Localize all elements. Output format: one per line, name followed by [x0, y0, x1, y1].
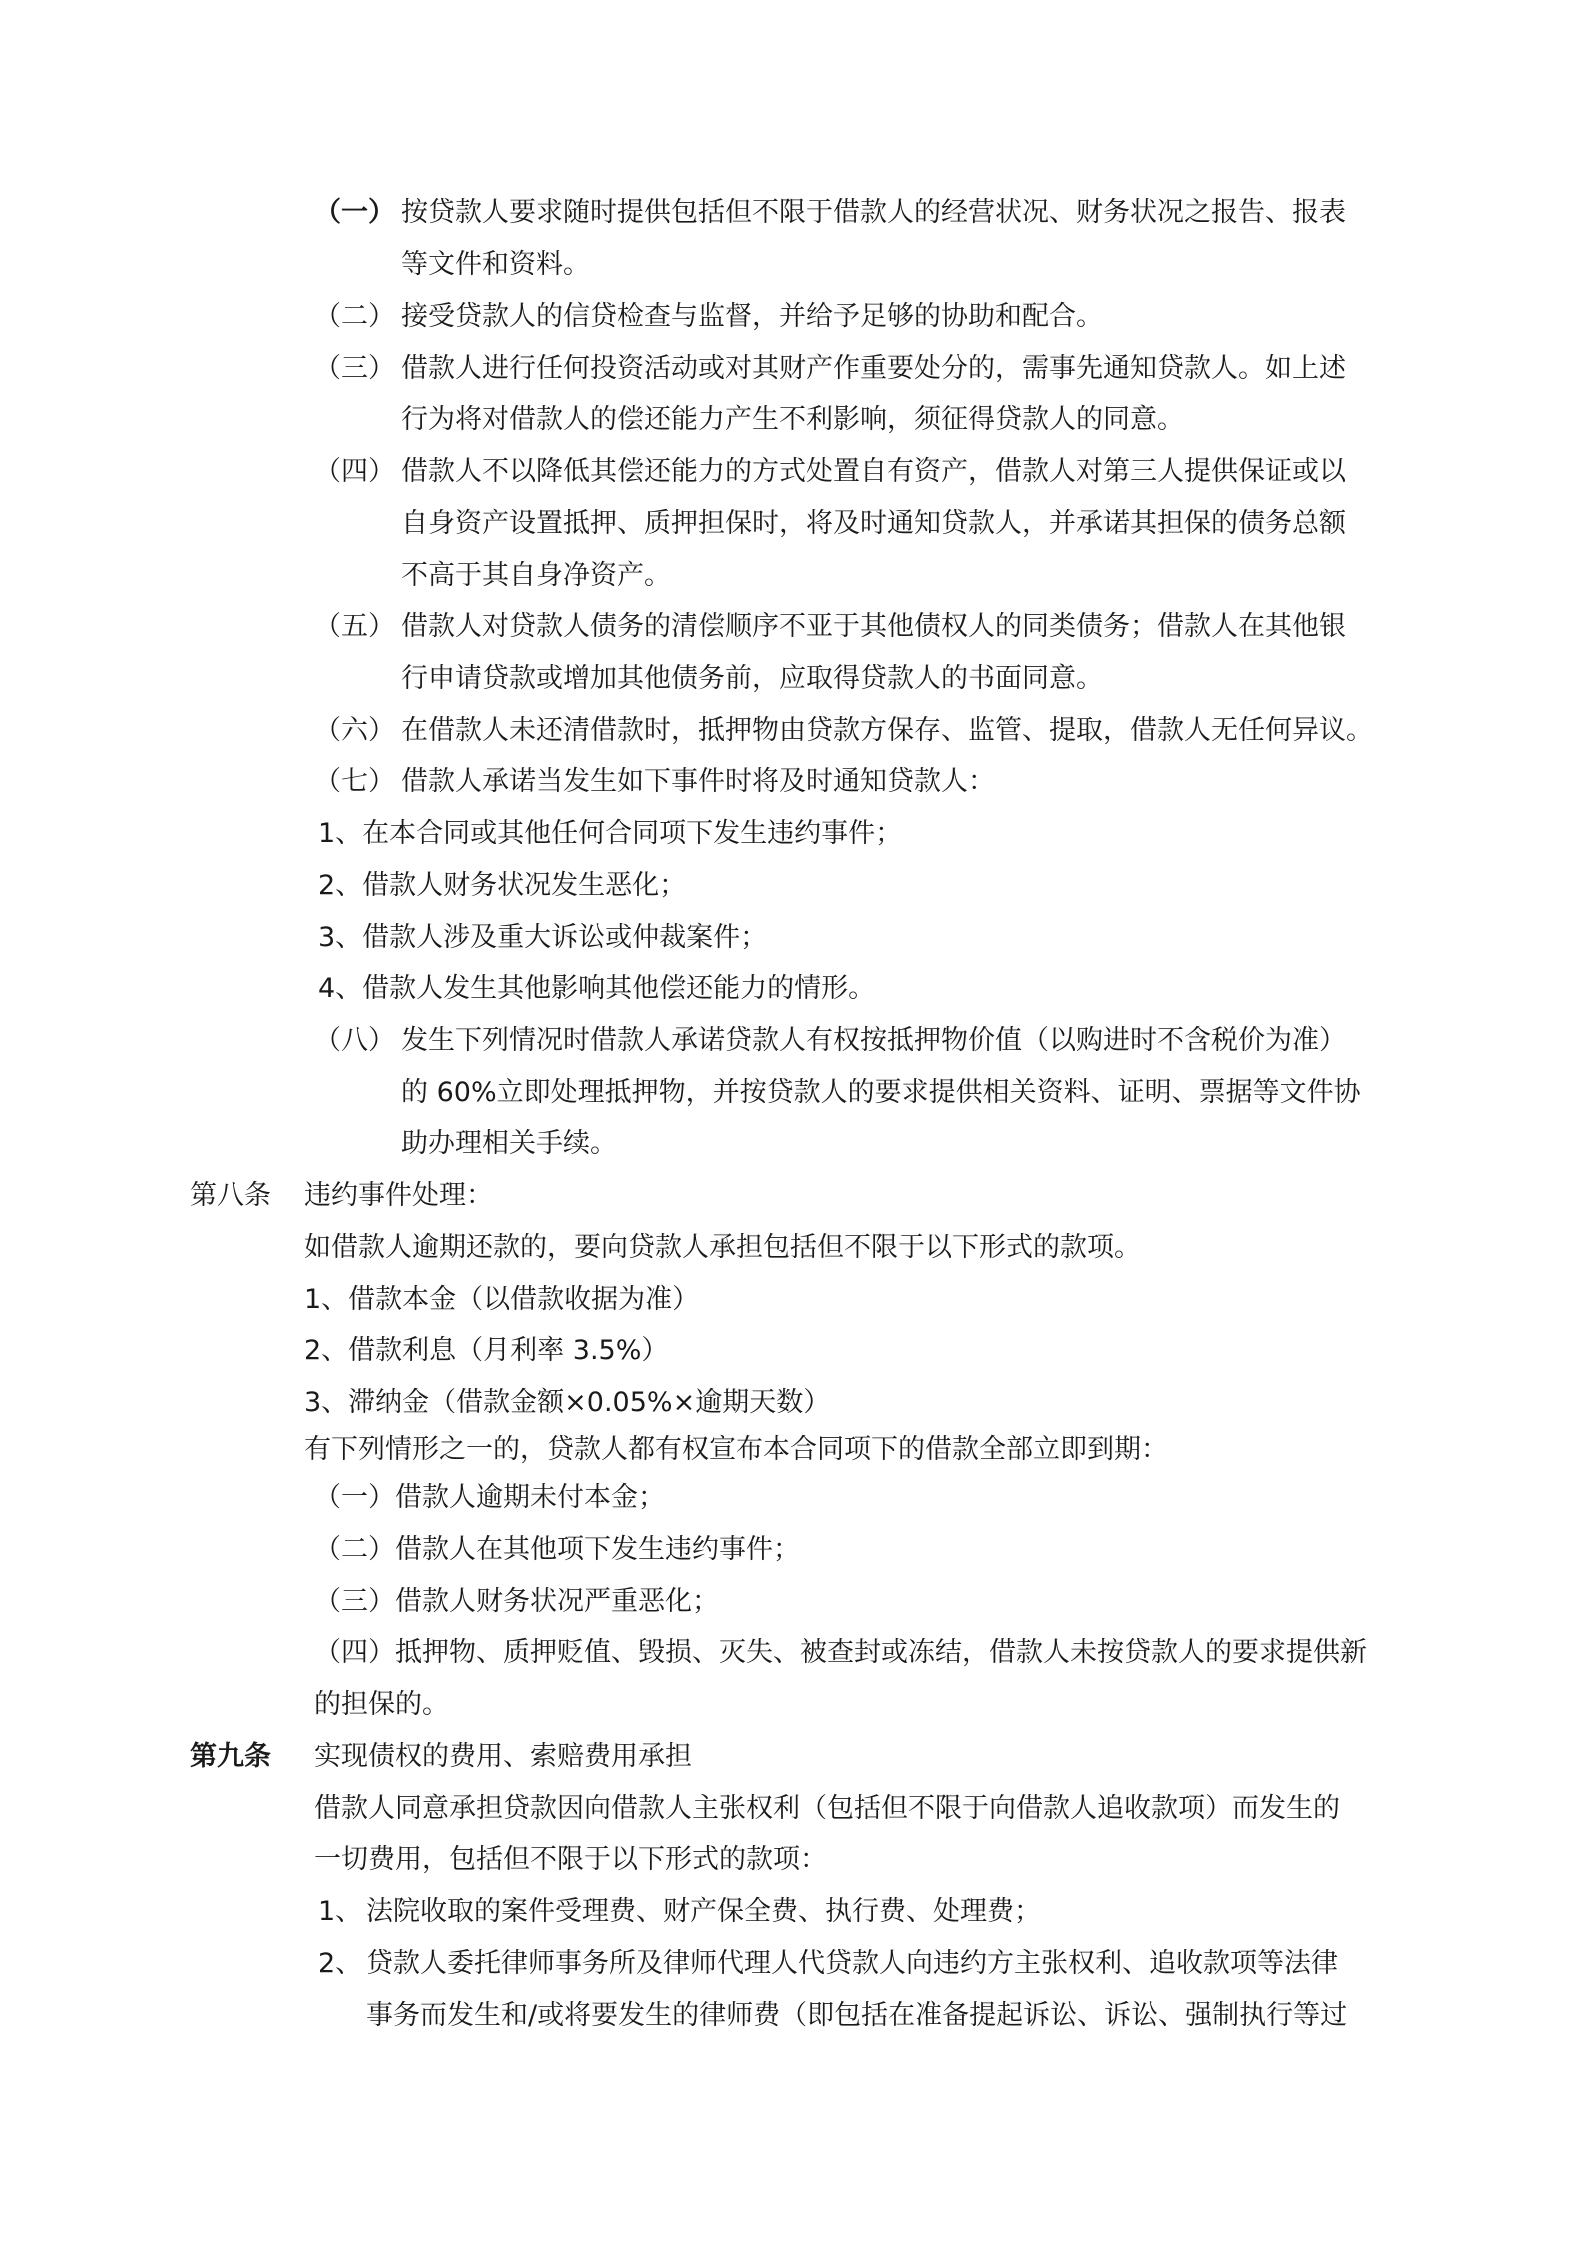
fee-2-line-2: 事务而发生和/或将要发生的律师费（即包括在准备提起诉讼、诉讼、强制执行等过 — [366, 2000, 1348, 2031]
item-6-line-1: 在借款人未还清借款时，抵押物由贷款方保存、监管、提取，借款人无任何异议。 — [401, 715, 1373, 746]
article-8-case-1: （一）借款人逾期未付本金； — [314, 1482, 665, 1513]
item-3-line-1: 借款人进行任何投资活动或对其财产作重要处分的，需事先通知贷款人。如上述 — [401, 353, 1346, 384]
item-marker-6: （六） — [314, 715, 395, 746]
item-1-line-1: 按贷款人要求随时提供包括但不限于借款人的经营状况、财务状况之报告、报表 — [401, 197, 1346, 228]
item-marker-2: （二） — [314, 301, 395, 332]
item-2-line-1: 接受贷款人的信贷检查与监督，并给予足够的协助和配合。 — [401, 301, 1103, 332]
article-8-accel-intro: 有下列情形之一的，贷款人都有权宣布本合同项下的借款全部立即到期： — [304, 1434, 1168, 1465]
article-9-label: 第九条 — [190, 1741, 271, 1772]
article-9-intro-line-1: 借款人同意承担贷款因向借款人主张权利（包括但不限于向借款人追收款项）而发生的 — [314, 1793, 1340, 1824]
item-5-line-1: 借款人对贷款人债务的清偿顺序不亚于其他债权人的同类债务；借款人在其他银 — [401, 611, 1346, 642]
item-marker-5: （五） — [314, 611, 395, 642]
item-4-line-2: 自身资产设置抵押、质押担保时，将及时通知贷款人，并承诺其担保的债务总额 — [401, 508, 1346, 539]
item-4-line-3: 不高于其自身净资产。 — [401, 560, 671, 591]
notify-event-1: 1、在本合同或其他任何合同项下发生违约事件； — [318, 818, 903, 849]
item-8-line-1: 发生下列情况时借款人承诺贷款人有权按抵押物价值（以购进时不含税价为准） — [401, 1025, 1346, 1056]
article-8-charge-1: 1、借款本金（以借款收据为准） — [304, 1284, 700, 1315]
item-8-line-3: 助办理相关手续。 — [401, 1128, 617, 1159]
fee-2-line-1: 贷款人委托律师事务所及律师代理人代贷款人向违约方主张权利、追收款项等法律 — [366, 1948, 1338, 1979]
item-1-line-2: 等文件和资料。 — [401, 249, 590, 280]
article-8-title: 违约事件处理： — [304, 1180, 493, 1211]
fee-marker-2: 2、 — [318, 1948, 363, 1979]
item-3-line-2: 行为将对借款人的偿还能力产生不利影响，须征得贷款人的同意。 — [401, 404, 1184, 435]
notify-event-4: 4、借款人发生其他影响其他偿还能力的情形。 — [318, 973, 876, 1004]
article-8-label: 第八条 — [190, 1180, 271, 1211]
item-marker-8: （八） — [314, 1025, 395, 1056]
item-marker-7: （七） — [314, 766, 395, 797]
article-8-case-3: （三）借款人财务状况严重恶化； — [314, 1586, 719, 1617]
article-8-charge-2: 2、借款利息（月利率 3.5%） — [304, 1335, 669, 1366]
article-9-title: 实现债权的费用、索赔费用承担 — [314, 1741, 692, 1772]
item-marker-4: （四） — [314, 456, 395, 487]
article-8-case-4-cont: 的担保的。 — [314, 1689, 449, 1720]
item-marker-3: （三） — [314, 353, 395, 384]
fee-1-line-1: 法院收取的案件受理费、财产保全费、执行费、处理费； — [366, 1896, 1041, 1927]
article-8-case-2: （二）借款人在其他项下发生违约事件； — [314, 1534, 800, 1565]
item-marker-1: （一） — [314, 197, 395, 228]
item-8-line-2: 的 60%立即处理抵押物，并按贷款人的要求提供相关资料、证明、票据等文件协 — [401, 1077, 1361, 1108]
item-7-line-1: 借款人承诺当发生如下事件时将及时通知贷款人： — [401, 766, 995, 797]
notify-event-2: 2、借款人财务状况发生恶化； — [318, 870, 687, 901]
article-8-intro: 如借款人逾期还款的，要向贷款人承担包括但不限于以下形式的款项。 — [304, 1232, 1141, 1263]
article-8-charge-3: 3、滞纳金（借款金额×0.05%×逾期天数） — [304, 1387, 831, 1418]
item-4-line-1: 借款人不以降低其偿还能力的方式处置自有资产，借款人对第三人提供保证或以 — [401, 456, 1346, 487]
notify-event-3: 3、借款人涉及重大诉讼或仲裁案件； — [318, 922, 768, 953]
item-5-line-2: 行申请贷款或增加其他债务前，应取得贷款人的书面同意。 — [401, 663, 1103, 694]
article-8-case-4: （四）抵押物、质押贬值、毁损、灭失、被查封或冻结，借款人未按贷款人的要求提供新 — [314, 1637, 1367, 1668]
article-9-intro-line-2: 一切费用，包括但不限于以下形式的款项： — [314, 1844, 827, 1875]
fee-marker-1: 1、 — [318, 1896, 363, 1927]
